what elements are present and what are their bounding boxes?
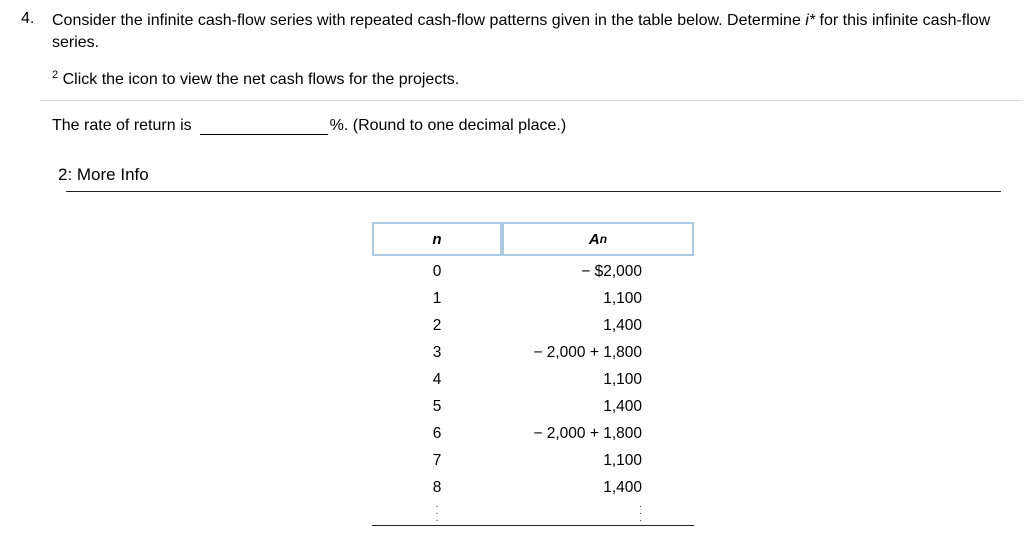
question-text [52,10,1012,54]
table-bottom-rule [372,525,694,526]
answer-suffix: %. (Round to one decimal place.) [329,117,567,134]
cell-n: 8 [432,478,442,496]
answer-label: The rate of return is [52,117,192,134]
header-a: A [588,230,600,248]
table-row [372,393,694,420]
hint-footnote-marker[interactable]: 2 [52,69,59,81]
cell-n: 6 [432,424,442,442]
cell-an: 1,400 [603,397,642,415]
header-a-subscript: n [599,232,608,246]
header-an [502,222,694,256]
irr-symbol: i* [805,12,816,29]
cell-n: 5 [432,397,442,415]
cell-n: 1 [432,289,442,307]
hint-link[interactable]: Click the icon to view the net cash flows for the projects. [62,71,460,88]
table-row [372,312,694,339]
question-text-after: for this infinite cash-flow series. [52,12,991,51]
divider [40,100,1022,101]
answer-row [52,114,566,135]
cell-an: − 2,000 + 1,800 [533,343,642,361]
header-n: n [372,222,502,256]
cell-n: 4 [432,370,442,388]
cell-n: 0 [432,262,442,280]
continuation-a: . . . [639,499,642,524]
cell-n: 7 [432,451,442,469]
table-row [372,285,694,312]
table-row [372,420,694,447]
cell-an: 1,100 [603,289,642,307]
question-number: 4. [21,10,35,27]
cash-flow-table [372,222,694,526]
cell-an: − $2,000 [581,262,642,280]
table-row [372,258,694,285]
table-header [372,222,694,256]
continuation-n: . . . [435,499,439,524]
cell-n: 2 [432,316,442,334]
cell-an: 1,400 [603,316,642,334]
hint-line [52,69,459,89]
cell-an: 1,100 [603,370,642,388]
cell-an: − 2,000 + 1,800 [533,424,642,442]
cell-an: 1,400 [603,478,642,496]
table-row [372,366,694,393]
continuation-row [372,501,694,525]
more-info-title: 2: More Info [58,165,149,184]
cell-an: 1,100 [603,451,642,469]
table-row [372,339,694,366]
question-text-before: Consider the infinite cash-flow series with repeated cash-flow patterns given in the table below. Determine [52,12,806,29]
cell-n: 3 [432,343,442,361]
table-row [372,474,694,501]
rate-of-return-input[interactable] [200,114,328,135]
more-info-divider [66,191,1001,192]
table-body [372,258,694,501]
table-row [372,447,694,474]
